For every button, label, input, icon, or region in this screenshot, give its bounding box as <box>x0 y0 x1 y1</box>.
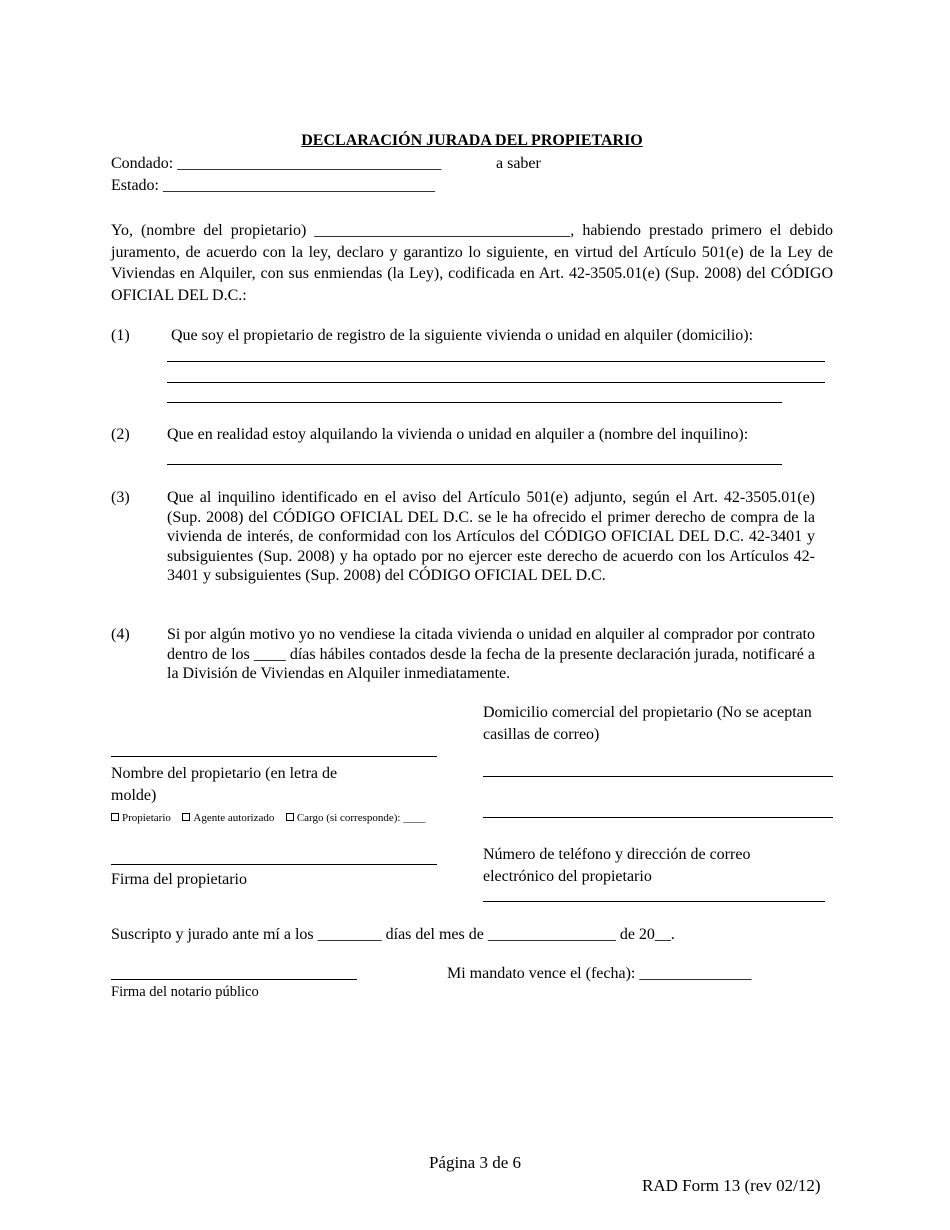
county-field[interactable]: _________________________________ <box>177 155 442 172</box>
owner-signature-line[interactable] <box>111 864 437 865</box>
state-line <box>111 176 435 196</box>
owner-name-label: Nombre del propietario (en letra de molde) <box>111 765 338 804</box>
role-owner-label: Propietario <box>122 812 171 824</box>
owner-checkbox[interactable] <box>111 813 119 821</box>
phone-email-line[interactable] <box>483 901 825 902</box>
business-address-line-2[interactable] <box>483 817 833 818</box>
commission-expiry: Mi mandato vence el (fecha): ______________ <box>447 965 752 982</box>
sworn-statement: Suscripto y jurado ante mí a los ________ días del mes de ________________ de 20__. <box>111 926 675 943</box>
business-address-line-1[interactable] <box>483 776 833 777</box>
notary-signature-line[interactable] <box>111 979 357 980</box>
role-agent-label: Agente autorizado <box>193 812 275 824</box>
state-label: Estado: <box>111 177 159 194</box>
a-saber: a saber <box>496 155 541 172</box>
address-line-1[interactable] <box>167 361 825 362</box>
address-line-2[interactable] <box>167 382 825 383</box>
role-position-label: Cargo (si corresponde): ____ <box>296 812 426 824</box>
county-line <box>111 154 441 174</box>
item-number: (4) <box>111 626 130 643</box>
intro-paragraph: Yo, (nombre del propietario) ________________________________, habiendo prestado primero el debido juramento, de acuerdo con la ley, declaro y garantizo lo siguiente, en virtud del Artículo 501(e) de la Ley de Viviendas en Alquiler, con sus enmiendas (la Ley), codificada en Art. 42-3505.01(e) (Sup. 2008) del CÓDIGO OFICIAL DEL D.C.: <box>111 222 833 304</box>
page-number: Página 3 de 6 <box>428 1153 522 1172</box>
item-number: (2) <box>111 426 130 443</box>
item-text: Que al inquilino identificado en el aviso del Artículo 501(e) adjunto, según el Art. 42-3505.01(e) (Sup. 2008) del CÓDIGO OFICIAL DEL D.C. se le ha ofrecido el primer derecho de compra de la vivienda de interés, de conformidad con los Artículos del CÓDIGO OFICIAL DEL D.C. 42-3401 y subsiguientes (Sup. 2008) y ha optado por no ejercer este derecho de acuerdo con los Artículos 42-3401 y subsiguientes (Sup. 2008) del CÓDIGO OFICIAL DEL D.C. <box>167 489 815 585</box>
position-checkbox[interactable] <box>286 813 294 821</box>
item-number: (1) <box>111 327 130 344</box>
agent-checkbox[interactable] <box>182 813 190 821</box>
document-title: DECLARACIÓN JURADA DEL PROPIETARIO <box>301 132 643 149</box>
role-options <box>111 811 425 825</box>
item-text: Si por algún motivo yo no vendiese la citada vivienda o unidad en alquiler al comprador por contrato dentro de los ____ días hábiles contados desde la fecha de la presente declaración jurada, notificaré a la División de Viviendas en Alquiler inmediatamente. <box>167 626 815 683</box>
phone-email-label: Número de teléfono y dirección de correo electrónico del propietario <box>483 846 751 885</box>
item-text: Que soy el propietario de registro de la siguiente vivienda o unidad en alquiler (domicilio): <box>171 327 754 344</box>
notary-signature-label: Firma del notario público <box>111 984 259 1000</box>
owner-signature-label: Firma del propietario <box>111 871 247 888</box>
address-line-3[interactable] <box>167 402 782 403</box>
item-number: (3) <box>111 489 130 506</box>
owner-name-line[interactable] <box>111 756 437 757</box>
item-text: Que en realidad estoy alquilando la vivienda o unidad en alquiler a (nombre del inquilino): <box>167 426 749 443</box>
state-field[interactable]: __________________________________ <box>163 177 435 194</box>
tenant-name-line[interactable] <box>167 464 782 465</box>
business-address-label: Domicilio comercial del propietario (No se aceptan casillas de correo) <box>483 704 812 743</box>
form-id: RAD Form 13 (rev 02/12) <box>642 1176 821 1195</box>
county-label: Condado: <box>111 155 174 172</box>
